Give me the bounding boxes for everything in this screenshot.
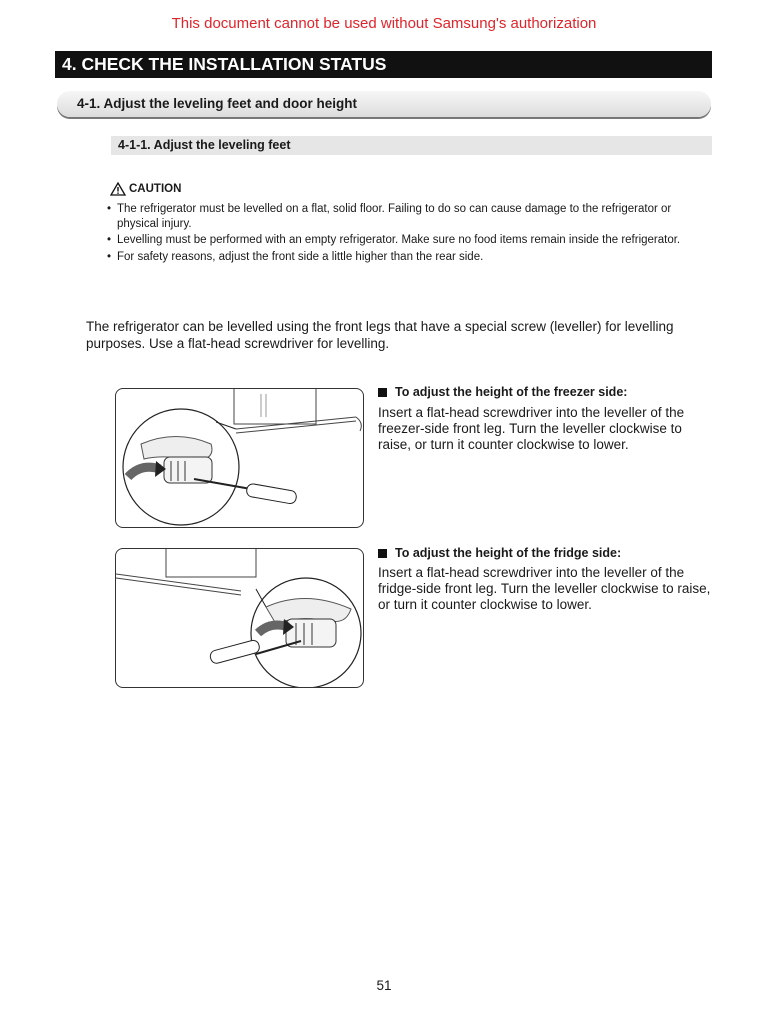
intro-paragraph: The refrigerator can be levelled using the front legs that have a special screw (leveller) for levelling purposes. Use a flat-head screwdriver for levelling. <box>86 319 674 351</box>
caution-item: • For safety reasons, adjust the front side a little higher than the rear side. <box>107 250 707 265</box>
page-number: 51 <box>376 978 392 993</box>
bullet-square-icon <box>378 388 387 397</box>
freezer-leveller-illustration <box>115 388 364 528</box>
freezer-step-heading <box>378 385 627 399</box>
bullet-square-icon <box>378 549 387 558</box>
fridge-step-body: Insert a flat-head screwdriver into the leveller of the fridge-side front leg. Turn the leveller clockwise to raise, or turn it counter clockwise to lower. <box>378 565 711 613</box>
caution-item: • Levelling must be performed with an empty refrigerator. Make sure no food items remain inside the refrigerator. <box>107 233 707 248</box>
subsubsection-title: 4-1-1. Adjust the leveling feet <box>111 136 712 155</box>
fridge-step-heading <box>378 546 621 560</box>
fridge-step-heading-text: To adjust the height of the fridge side: <box>395 546 622 560</box>
freezer-step-heading-text: To adjust the height of the freezer side: <box>395 385 628 399</box>
fridge-leveller-illustration <box>115 548 364 688</box>
freezer-step-body: Insert a flat-head screwdriver into the leveller of the freezer-side front leg. Turn the leveller clockwise to raise, or turn it counter clockwise to lower. <box>378 405 685 453</box>
section-title: 4. CHECK THE INSTALLATION STATUS <box>55 51 712 78</box>
warning-triangle-icon <box>110 182 126 196</box>
caution-heading <box>110 182 181 196</box>
caution-list <box>107 202 707 266</box>
caution-label: CAUTION <box>129 183 182 195</box>
subsection-title: 4-1. Adjust the leveling feet and door height <box>57 91 711 117</box>
caution-item: • The refrigerator must be levelled on a flat, solid floor. Failing to do so can cause damage to the refrigerator or physical injury. <box>107 202 707 231</box>
authorization-notice: This document cannot be used without Samsung's authorization <box>171 15 597 32</box>
